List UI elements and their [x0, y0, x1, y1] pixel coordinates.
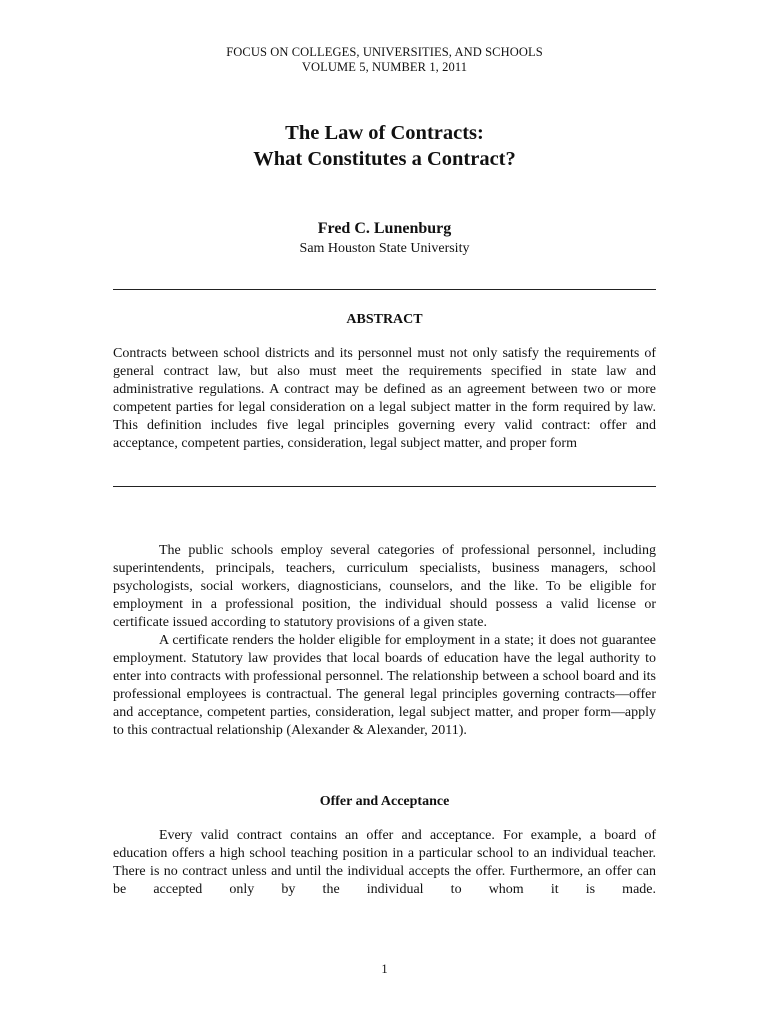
body-text [113, 542, 656, 740]
body-paragraph-2: A certificate renders the holder eligible for employment in a state; it does not guarantee employment. Statutory law provides that local boards of education have the legal authority to enter into contracts with professional personnel. The relationship between a school board and its professional employees is contractual. The general legal principles governing contracts—offer and acceptance, competent parties, consideration, legal subject matter, and proper form—apply to this contractual relationship (Alexander & Alexander, 2011). [113, 633, 656, 738]
body-paragraph-1: The public schools employ several categories of professional personnel, including superintendents, principals, teachers, curriculum specialists, business managers, school psychologists, social workers, diagnosticians, counselors, and the like. To be eligible for employment in a professional position, the individual should possess a valid license or certificate issued according to statutory provisions of a given state. [113, 543, 656, 630]
author-name: Fred C. Lunenburg [317, 220, 452, 237]
section-heading: Offer and Acceptance [319, 794, 450, 809]
section-paragraph: Every valid contract contains an offer and acceptance. For example, a board of education offers a high school teaching position in a particular school to an individual teacher. There is no contract unless and until the individual accepts the offer. Furthermore, an offer can be accepted only by the individual to whom it is made. [113, 828, 656, 897]
abstract-heading: ABSTRACT [346, 312, 423, 327]
journal-name: FOCUS ON COLLEGES, UNIVERSITIES, AND SCHOOLS [226, 45, 543, 59]
abstract-bottom-rule [113, 486, 656, 487]
author-affiliation: Sam Houston State University [299, 241, 470, 256]
journal-volume: VOLUME 5, NUMBER 1, 2011 [301, 60, 468, 74]
title-line-2: What Constitutes a Contract? [253, 148, 516, 170]
title-line-1: The Law of Contracts: [285, 122, 484, 144]
paper-title [113, 120, 656, 172]
abstract-text: Contracts between school districts and its personnel must not only satisfy the requirements of general contract law, but also must meet the requirements specified in state law and administrative regulations. A contract may be defined as an agreement between two or more competent parties for legal consideration on a legal subject matter in the form required by law. This definition includes five legal principles governing every valid contract: offer and acceptance, competent parties, consideration, legal subject matter, and proper form [113, 346, 656, 451]
page-number: 1 [381, 962, 388, 976]
running-head [113, 45, 656, 75]
abstract-top-rule [113, 289, 656, 290]
